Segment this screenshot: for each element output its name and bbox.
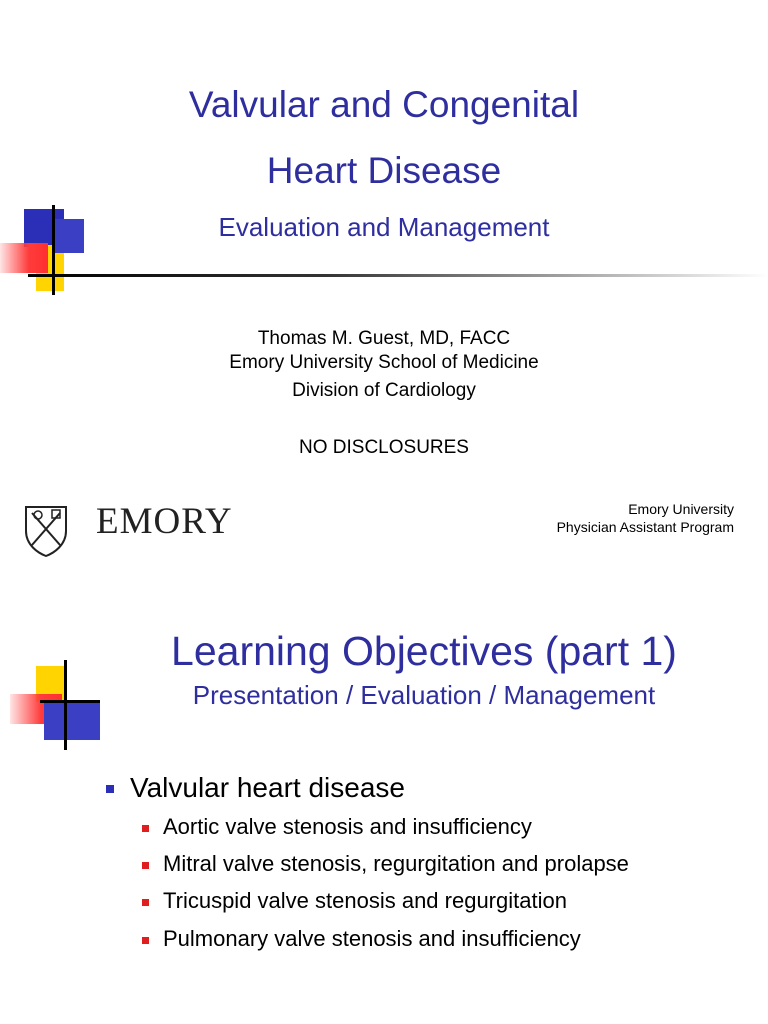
program-line-2: Physician Assistant Program [556,519,734,535]
square-bullet-icon [142,825,149,832]
divider-line [28,274,768,277]
bullet-valvular-heart-disease [106,772,405,804]
sub-bullet [142,926,581,952]
square-bullet-icon [142,937,149,944]
slide-title: Learning Objectives (part 1) [171,628,677,674]
emory-shield-icon [24,505,68,557]
disclosures: NO DISCLOSURES [299,437,469,458]
sub-bullet [142,851,629,877]
objectives-slide [0,576,768,1024]
sub-bullet-text: Pulmonary valve stenosis and insufficiency [163,926,581,951]
decorative-squares-icon [0,205,100,295]
division: Division of Cardiology [292,380,476,401]
sub-bullet-text: Tricuspid valve stenosis and regurgitation [163,888,567,913]
slide-title-line-1: Valvular and Congenital [188,84,580,125]
institution: Emory University School of Medicine [229,352,539,373]
divider-line [40,700,100,703]
slide-subtitle: Presentation / Evaluation / Management [192,680,656,710]
square-bullet-icon [142,899,149,906]
sub-bullet-text: Aortic valve stenosis and insufficiency [163,814,532,839]
sub-bullet [142,814,532,840]
slide-title-line-2: Heart Disease [266,150,502,191]
sub-bullet [142,888,567,914]
square-bullet-icon [106,785,114,793]
square-bullet-icon [142,862,149,869]
emory-wordmark: EMORY [96,501,233,542]
bullet-text: Valvular heart disease [130,772,405,803]
sub-bullet-text: Mitral valve stenosis, regurgitation and prolapse [163,851,629,876]
author-name: Thomas M. Guest, MD, FACC [257,328,511,349]
program-line-1: Emory University [628,501,734,517]
slide-subtitle: Evaluation and Management [218,212,550,242]
decorative-squares-icon [0,660,110,750]
